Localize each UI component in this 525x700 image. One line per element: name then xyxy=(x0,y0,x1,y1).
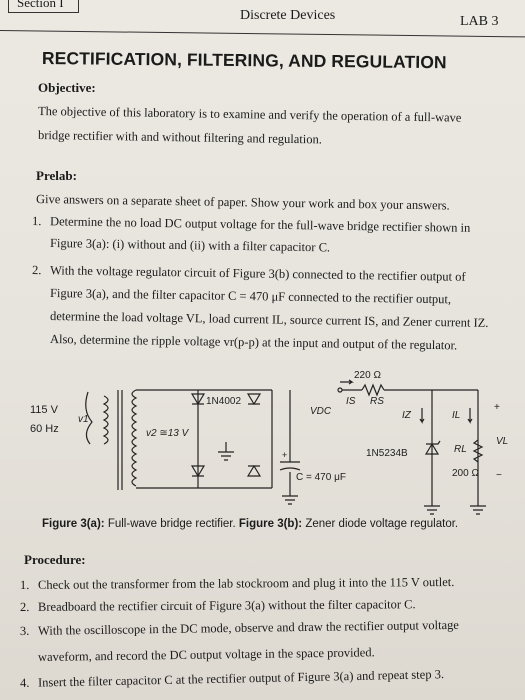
procedure-heading: Procedure: xyxy=(24,552,86,567)
iz-arrow-icon xyxy=(420,408,424,422)
cap-label: C = 470 μF xyxy=(296,472,346,483)
prelab-item-2-line-1: 2. With the voltage regulator circuit of Figure 3(b) connected to the rectifier output of xyxy=(31,263,466,284)
rs-value-label: 220 Ω xyxy=(354,370,381,381)
zener-part-label: 1N5234B xyxy=(366,448,408,459)
page-title: RECTIFICATION, FILTERING, AND REGULATION xyxy=(41,48,447,73)
caption-a-text: Full-wave bridge rectifier. xyxy=(107,518,236,530)
rl-label: RL xyxy=(454,444,467,455)
caption-a-label: Figure 3(a): xyxy=(42,518,105,530)
prelab-heading: Prelab: xyxy=(36,168,77,183)
vdc-label: VDC xyxy=(310,406,332,417)
prelab-item-2-line-3: determine the load voltage VL, load current IL, source current IS, and Zener current IZ. xyxy=(49,309,489,330)
procedure-item-3-line-2: waveform, and record the DC output voltage in the space provided. xyxy=(37,645,375,664)
vl-minus: − xyxy=(496,470,502,481)
figure-caption xyxy=(42,518,458,530)
rs-label: RS xyxy=(370,396,384,407)
objective-heading: Objective: xyxy=(38,80,96,95)
rl-value-label: 200 Ω xyxy=(452,468,479,479)
iz-label: IZ xyxy=(402,410,411,421)
il-label: IL xyxy=(452,410,461,421)
is-label: IS xyxy=(346,396,356,407)
diode-2-icon xyxy=(248,394,260,404)
prelab-item-2-line-4: Also, determine the ripple voltage vr(p-p) at the input and output of the regulator. xyxy=(49,332,458,353)
prelab-item-2-line-2: Figure 3(a), and the filter capacitor C = 470 μF connected to the rectifier output, xyxy=(49,286,452,307)
prelab-intro: Give answers on a separate sheet of paper. Show your work and box your answers. xyxy=(35,192,450,213)
procedure-item-2: 2. Breadboard the rectifier circuit of Figure 3(a) without the filter capacitor C. xyxy=(19,597,416,614)
caption-b-label: Figure 3(b): xyxy=(238,518,303,530)
procedure-item-3-line-1: 3. With the oscilloscope in the DC mode, observe and draw the rectifier output voltage xyxy=(19,617,459,638)
v1-label: v1 xyxy=(78,414,89,425)
prelab-item-1-line-1: 1. Determine the no load DC output voltage for the full-wave bridge rectifier shown in xyxy=(31,214,471,235)
source-voltage-label: 115 V xyxy=(30,404,58,416)
vl-plus: + xyxy=(494,402,500,413)
objective-line-1: The objective of this laboratory is to examine and verify the operation of a full-wave xyxy=(37,104,462,125)
diode-part-label: 1N4002 xyxy=(206,396,242,407)
header-rule xyxy=(0,30,525,37)
page-header xyxy=(0,0,525,28)
procedure-item-1: 1. Check out the transformer from the lab stockroom and plug it into the 115 V outlet. xyxy=(19,574,455,592)
diode-4-icon xyxy=(248,466,260,476)
cap-plate-bottom xyxy=(280,468,300,470)
source-frequency-label: 60 Hz xyxy=(30,423,59,435)
lab-number: LAB 3 xyxy=(460,14,499,29)
vl-label: VL xyxy=(496,436,509,447)
zener-icon xyxy=(426,441,440,454)
procedure-item-4: 4. Insert the filter capacitor C at the rectifier output of Figure 3(a) and repeat step 3. xyxy=(19,667,445,690)
objective-line-2: bridge rectifier with and without filtering and regulation. xyxy=(37,128,323,147)
prelab-item-1-line-2: Figure 3(a): (i) without and (ii) with a filter capacitor C. xyxy=(49,236,331,255)
zener-ground-icon xyxy=(424,506,440,514)
is-arrow-icon xyxy=(340,380,352,384)
v2-label: v2 ≅13 V xyxy=(146,428,189,439)
course-name: Discrete Devices xyxy=(240,8,336,23)
rs-icon xyxy=(362,385,384,395)
caption-b-text: Zener diode voltage regulator. xyxy=(305,518,459,530)
input-terminal xyxy=(338,388,342,392)
section-label: Section I xyxy=(8,0,79,13)
load-ground-icon xyxy=(470,506,486,514)
ground-icon xyxy=(218,442,234,460)
cap-plus: + xyxy=(282,450,288,460)
secondary-coil xyxy=(132,390,136,486)
primary-coil xyxy=(104,396,108,444)
il-arrow-icon xyxy=(468,408,472,422)
circuit-figure xyxy=(0,360,525,520)
